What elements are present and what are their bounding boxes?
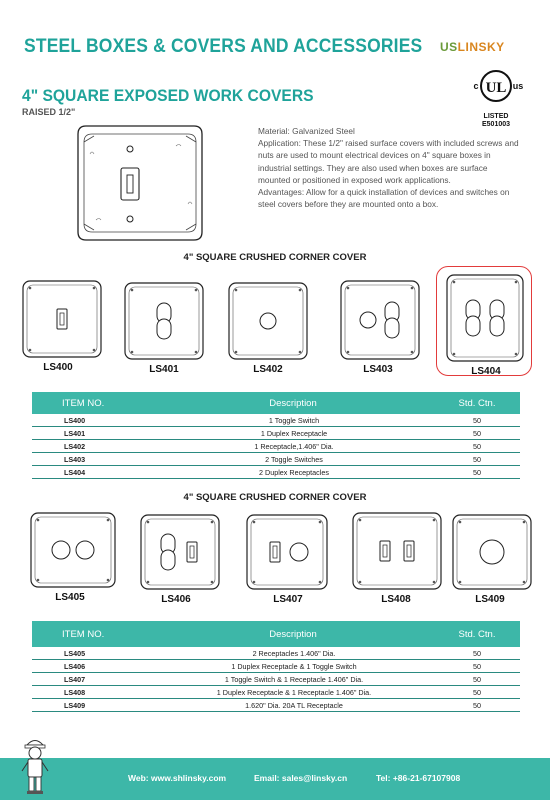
table-row [32, 440, 520, 453]
description-cell: 2 Duplex Receptacles [259, 467, 329, 477]
receptacle-opening [52, 541, 70, 559]
footer-web[interactable]: Web: www.shlinsky.com [128, 773, 227, 783]
std-ctn-cell: 50 [473, 648, 481, 658]
description-cell: 1 Toggle Switch & 1 Receptacle 1.406" Dia. [224, 674, 364, 684]
receptacle-opening [480, 540, 504, 564]
ul-listed-mark [458, 66, 534, 126]
cover-label: LS408 [381, 594, 411, 605]
item-no-cell: LS406 [64, 661, 86, 671]
cover-drawing [452, 514, 532, 590]
cover-label: LS409 [475, 594, 505, 605]
toggle-opening [187, 542, 197, 562]
mascot-worker-icon [18, 735, 52, 797]
std-ctn-cell: 50 [473, 454, 481, 464]
cover-ls409 [452, 514, 532, 590]
table-header [32, 621, 520, 647]
table-row [32, 699, 520, 712]
cover-drawing [124, 282, 204, 360]
col-description: Description [269, 628, 317, 640]
ul-listed-text: LISTED [483, 113, 509, 120]
cover-ls401 [124, 282, 204, 360]
item-no-cell: LS402 [64, 441, 86, 451]
description-cell: 2 Receptacles 1.406" Dia. [252, 648, 336, 658]
cover-label: LS400 [43, 362, 73, 373]
cover-ls402 [228, 282, 308, 360]
cover-ls405 [30, 512, 116, 588]
table-row [32, 466, 520, 479]
cover-ls408 [352, 512, 442, 590]
cover-drawing [22, 280, 102, 358]
cover-label: LS406 [161, 594, 191, 605]
table-row [32, 427, 520, 440]
cover-drawing [446, 274, 524, 362]
toggle-opening [57, 309, 67, 329]
col-std-ctn: Std. Ctn. [458, 628, 496, 640]
item-no-cell: LS409 [64, 700, 86, 710]
table-row [32, 673, 520, 686]
table-header [32, 392, 520, 414]
cover-large-illustration [76, 124, 204, 247]
cover-label: LS407 [273, 594, 303, 605]
duplex-opening [466, 316, 480, 336]
svg-text:us: us [512, 81, 524, 91]
group1-heading: 4" SQUARE CRUSHED CORNER COVER [183, 252, 367, 263]
cover-ls406 [140, 514, 220, 590]
item-no-cell: LS405 [64, 648, 86, 658]
ul-letters: UL [485, 80, 507, 96]
product-description [258, 125, 520, 210]
duplex-opening [157, 319, 171, 339]
cover-drawing [340, 280, 420, 360]
table-row [32, 660, 520, 673]
description-cell: 1 Duplex Receptacle & 1 Receptacle 1.406" Dia. [216, 687, 372, 697]
receptacle-opening [360, 312, 376, 328]
item-no-cell: LS404 [64, 467, 86, 477]
table-row [32, 453, 520, 466]
duplex-opening [161, 550, 175, 570]
cover-ls400 [22, 280, 102, 358]
col-description: Description [269, 397, 317, 409]
description-cell: 1 Duplex Receptacle & 1 Toggle Switch [231, 661, 357, 671]
cover-ls407 [246, 514, 328, 590]
std-ctn-cell: 50 [473, 415, 481, 425]
description-cell: 1 Duplex Receptacle [260, 428, 328, 438]
item-no-cell: LS407 [64, 674, 86, 684]
cover-drawing [228, 282, 308, 360]
toggle-opening [404, 541, 414, 561]
advantages-text: Advantages: Allow for a quick installation of devices and switches on steel covers before they are mounted onto a box. [258, 187, 510, 210]
std-ctn-cell: 50 [473, 661, 481, 671]
receptacle-opening [260, 313, 276, 329]
item-no-cell: LS408 [64, 687, 86, 697]
table-row [32, 647, 520, 660]
cover-label: LS403 [363, 364, 393, 375]
col-item-no: ITEM NO. [62, 397, 105, 409]
std-ctn-cell: 50 [473, 441, 481, 451]
cover-drawing [246, 514, 328, 590]
brand-logo: USLINSKY [440, 40, 505, 54]
table-row [32, 414, 520, 427]
toggle-opening [270, 542, 280, 562]
cover-ls403 [340, 280, 420, 360]
item-no-cell: LS400 [64, 415, 86, 425]
std-ctn-cell: 50 [473, 428, 481, 438]
cover-drawing [352, 512, 442, 590]
col-std-ctn: Std. Ctn. [458, 397, 496, 409]
material-text: Material: Galvanized Steel [258, 126, 355, 136]
std-ctn-cell: 50 [473, 687, 481, 697]
product-table-2 [32, 621, 520, 712]
svg-text:c: c [473, 81, 479, 91]
duplex-opening [385, 318, 399, 338]
description-cell: 1 Receptacle,1.406" Dia. [254, 441, 334, 451]
cover-label: LS402 [253, 364, 283, 375]
cover-label: LS405 [55, 592, 85, 603]
cover-ls404 [446, 274, 524, 362]
duplex-opening [490, 316, 504, 336]
footer-tel: Tel: +86-21-67107908 [376, 773, 461, 783]
col-item-no: ITEM NO. [62, 628, 105, 640]
table-row [32, 686, 520, 699]
section-title: 4" SQUARE EXPOSED WORK COVERS [22, 86, 314, 105]
cover-drawing [30, 512, 116, 588]
item-no-cell: LS403 [64, 454, 86, 464]
receptacle-opening [76, 541, 94, 559]
ul-file-number: E501003 [481, 121, 511, 128]
product-table-1 [32, 392, 520, 479]
item-no-cell: LS401 [64, 428, 86, 438]
std-ctn-cell: 50 [473, 467, 481, 477]
description-cell: 1.620" Dia. 20A TL Receptacle [245, 700, 343, 710]
cover-label: LS404 [471, 366, 501, 377]
toggle-opening [380, 541, 390, 561]
page-title: STEEL BOXES & COVERS AND ACCESSORIES [24, 36, 423, 57]
application-text: Application: These 1/2" raised surface covers with included screws and nuts are used to mount electrical devices on 4" square boxes in industrial settings. They are also used when boxes are surface mounted or positioned in exposed work applications. [258, 138, 519, 185]
footer-bar [0, 758, 550, 800]
cover-drawing [140, 514, 220, 590]
cover-label: LS401 [149, 364, 179, 375]
std-ctn-cell: 50 [473, 674, 481, 684]
description-cell: 1 Toggle Switch [268, 415, 320, 425]
group2-heading: 4" SQUARE CRUSHED CORNER COVER [183, 492, 367, 503]
description-cell: 2 Toggle Switches [265, 454, 323, 464]
section-subtitle: RAISED 1/2" [22, 107, 76, 117]
receptacle-opening [290, 543, 308, 561]
std-ctn-cell: 50 [473, 700, 481, 710]
footer-email[interactable]: Email: sales@linsky.cn [254, 773, 348, 783]
